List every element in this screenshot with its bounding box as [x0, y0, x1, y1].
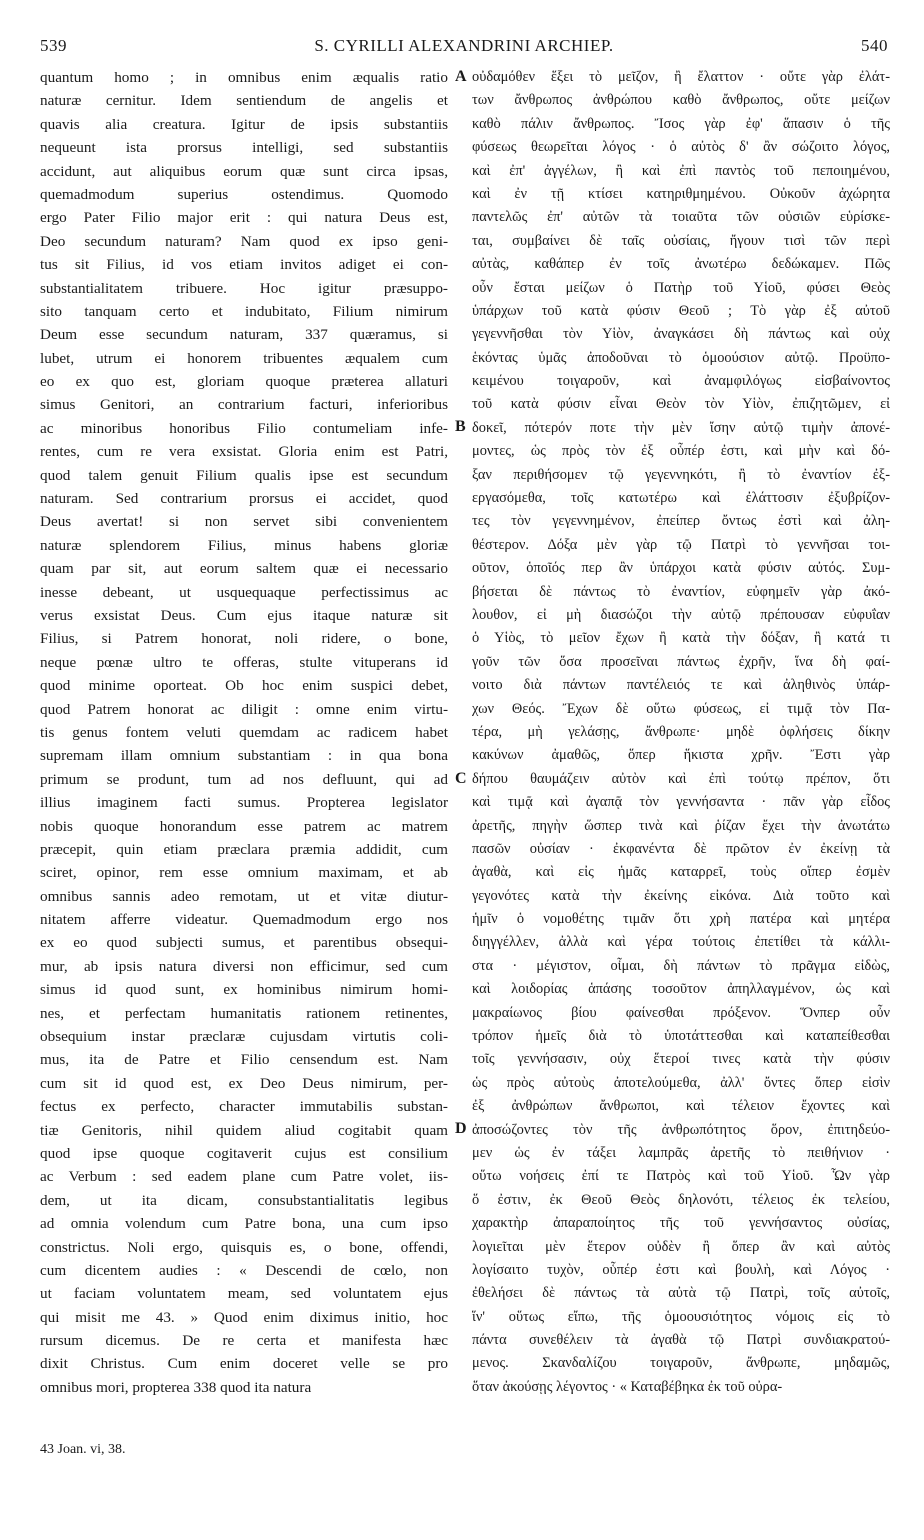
latin-text-line: rursum dicemus. De re certa et manifesta hæc	[40, 1332, 448, 1350]
latin-text-line: fectus ex perfecto, character immutabilis substan-	[40, 1098, 448, 1116]
greek-text-line: μοντες, ὡς πρὸς τὸν ἐξ οὗπέρ ἐστι, καὶ μὴν καὶ δό-	[472, 443, 890, 460]
greek-text-line: μακραίωνος βίου φαίνεσθαι πρόξενον. Ὅνπερ οὖν	[472, 1004, 890, 1021]
latin-text-line: verus exsistat Deus. Cum ejus itaque naturæ sit	[40, 606, 448, 624]
latin-text-line: dixit Christus. Cum enim doceret velle se pro	[40, 1355, 448, 1373]
latin-text-line: quantum homo ; in omnibus enim æqualis ratio	[40, 69, 448, 86]
latin-text-line: Filius, si Patrem honorat, noli ridere, o bone,	[40, 630, 448, 648]
latin-text-line: quod talem genuit Filium qualis ipse est secundum	[40, 466, 448, 484]
greek-text-line: καὶ ἐν τῇ κτίσει κατηριθμημένου. Οὐκοῦν ἀχώρητα	[472, 185, 890, 202]
greek-text-line: νοιτο διὰ πάντων παντέλειός τε καὶ ἀληθινὸς ὑπάρ-	[472, 677, 890, 694]
latin-text-line: obsequium instar præclaræ cujusdam virtutis coli-	[40, 1028, 448, 1046]
greek-text-line: χαρακτὴρ ἀπαραποίητος τῆς τοῦ γεννήσαντος οὐσίας,	[472, 1215, 890, 1232]
greek-text-line: γεγεννῆσθαι τὸν Υἱὸν, ἀναγκάσει δὴ πάντως καὶ οὐχ	[472, 326, 890, 343]
footnote: 43 Joan. vi, 38.	[40, 1442, 126, 1457]
latin-text-line: lubet, utrum ei honorem tribuentes æqualem cum	[40, 349, 448, 367]
latin-text-line: illius imaginem facti sumus. Propterea legislator	[40, 794, 448, 812]
greek-text-line: οὕτω νοήσεις ἐπί τε Πατρὸς καὶ τοῦ Υἱοῦ. Ὧν γὰρ	[472, 1168, 890, 1185]
latin-text-line: cum sit id quod est, ex Deo Deus nimirum, per-	[40, 1074, 448, 1092]
greek-text-line: βήσεται δὲ πάντως τὸ ἐναντίον, εὐφημεῖν γὰρ ἀκό-	[472, 583, 890, 600]
latin-text-line: omnibus mori, propterea 338 quod ita natura	[40, 1378, 312, 1396]
greek-text-line: διηγγέλλεν, ἀλλὰ καὶ γέρα τούτοις ἐπετίθει τὰ κάλλι-	[472, 934, 890, 951]
latin-text-line: substantialitatem tribuere. Hoc igitur præsuppo-	[40, 279, 448, 297]
latin-text-line: Deum esse secundum naturam, 337 quæramus, si	[40, 326, 448, 344]
latin-text-line: ad omnia volendum cum Patre bona, una cum ipso	[40, 1215, 448, 1233]
greek-text-line: ἵν' οὕτως εἴπω, τῆς ὁμοουσιότητος νόμοις εἰς τὸ	[472, 1308, 890, 1325]
latin-text-line: tus sit Filius, id vos etiam invitos adiget ei con-	[40, 256, 448, 274]
latin-text-line: mur, ab ipsis natura diversi non efficimur, sed cum	[40, 957, 448, 975]
page-number-left: 539	[40, 36, 67, 55]
latin-text-line: primum se produnt, tum ad nos defluunt, qui ad	[40, 770, 448, 788]
latin-text-line: tis genus fontem veluti quemdam ac radicem habet	[40, 723, 448, 741]
latin-text-line: quam par sit, aut eorum saltem quæ ei necessario	[40, 560, 448, 578]
greek-text-line: χων Θεός. Ἔχων δὲ οὕτω φύσεως, εἰ τιμᾷ τὸν Πα-	[472, 700, 890, 717]
greek-text-line: ὑπάρχων τοῦ κατὰ φύσιν Θεοῦ ; Τὸ γὰρ ἐξ αὐτοῦ	[472, 302, 890, 319]
latin-text-line: naturæ cernitur. Idem sentiendum de angelis et	[40, 92, 448, 110]
latin-text-line: nobis quoque honorandum esse patrem ac matrem	[40, 817, 448, 835]
greek-text-line: καὶ λοιδορίας ἁπάσης τοσοῦτον ἀπηλλαγμένον, ὡς καὶ	[472, 981, 890, 998]
greek-text-line: ὁ Υἱὸς, τὸ μεῖον ἔχων ἢ κατὰ τὴν δόξαν, ἢ κατά τι	[472, 630, 890, 647]
latin-text-line: supremam illam omnium substantiam : in qua bona	[40, 747, 448, 765]
greek-text-line: δήπου θαυμάζειν αὐτὸν καὶ ἐπὶ τούτῳ πρέπον, ὅτι	[472, 770, 890, 787]
latin-text-line: quod ipse quoque cogitaverit cujus est consilium	[40, 1144, 448, 1162]
latin-text-line: cum dicentem audies : « Descendi de cœlo, non	[40, 1261, 448, 1279]
greek-text-line: καὶ ἐπ' ἀγγέλων, ἢ καὶ ἐπὶ παντὸς τοῦ πεποιημένου,	[472, 162, 890, 179]
greek-text-line: ξαν περιθήσομεν τῷ γεγεννηκότι, ἢ τὸ ἐναντίον ἐξ-	[472, 466, 890, 483]
greek-text-line: πασῶν οὐσίαν · ἐκφανέντα δὲ πρῶτον ἐν ἐκείνῃ τὰ	[472, 840, 890, 857]
latin-text-line: simus id quod sunt, ex hominibus nimirum homi-	[40, 981, 448, 999]
latin-text-line: constrictus. Noli ergo, quisquis es, o bone, offendi,	[40, 1238, 448, 1256]
latin-text-line: quemadmodum superius ostendimus. Quomodo	[40, 185, 448, 203]
greek-text-line: λογιεῖται μὲν ἕτερον οὐδὲν ἢ ὅπερ ἂν καὶ αὐτὸς	[472, 1238, 890, 1255]
latin-text-line: Deus avertat! si non servet sibi convenientem	[40, 513, 448, 531]
greek-text-line: λογίσαιτο τυχὸν, οὗπέρ ἐστι καὶ βουλὴ, καὶ Λόγος ·	[472, 1261, 890, 1278]
latin-text-line: ut faciam voluntatem meam, sed voluntatem ejus	[40, 1285, 448, 1303]
latin-text-line: qui misit me 43. » Quod enim diximus initio, hoc	[40, 1308, 448, 1326]
latin-text-line: mus, ita de Patre et Filio censendum est. Nam	[40, 1051, 448, 1069]
latin-text-line: ac Verbum : sed eadem plane cum Patre volet, iis-	[40, 1168, 448, 1186]
latin-column	[40, 66, 448, 1426]
margin-letter-b: B	[455, 418, 466, 435]
latin-text-line: inesse debeant, ut usquequaque perfectissimus ac	[40, 583, 448, 601]
latin-text-line: sciret, opinor, rem esse omnium maximam, et ab	[40, 864, 448, 882]
latin-text-line: ergo Pater Filio major erit : qui natura Deus est,	[40, 209, 448, 227]
greek-text-line: παντελῶς ἐπ' αὐτῶν τὰ τοιαῦτα τῶν οὐσιῶν εὑρίσκε-	[472, 209, 890, 226]
greek-text-line: λουθον, εἰ μὴ διασώζοι τὴν αὐτῷ πρέπουσαν εὐφυΐαν	[472, 606, 890, 623]
latin-text-line: quavis alia creatura. Igitur de ipsis substantiis	[40, 115, 448, 133]
latin-text-line: ac minoribus honoribus Filio contumeliam infe-	[40, 419, 448, 437]
latin-text-line: eo ex quo est, gloriam quoque præterea allaturi	[40, 373, 448, 391]
latin-text-line: sito tanquam certo et indubitato, Filium nimirum	[40, 302, 448, 320]
greek-text-line: οῦτον, ὁποῖός περ ἂν ὑπάρχοι κατὰ φύσιν αὐτός. Συμ-	[472, 560, 890, 577]
greek-text-line: ὡς πρὸς αὐτοὺς ἀποτελούμεθα, ἀλλ' ὄντες ὅπερ εἰσὶν	[472, 1074, 890, 1091]
greek-text-line: κειμένου τοιγαροῦν, καὶ ἀναμφιλόγως εἰσβαίνοντος	[472, 373, 890, 390]
greek-text-line: αὐτὰς, καθάπερ ἐν τοῖς ἀνωτέρω δεδώκαμεν. Πῶς	[472, 256, 890, 273]
greek-text-line: μενος. Σκανδαλίζου τοιγαροῦν, ἄνθρωπε, μηδαμῶς,	[472, 1355, 890, 1372]
latin-text-line: quod minime oporteat. Ob hoc enim suspici debet,	[40, 677, 448, 695]
latin-text-line: Deo secundum naturam? Nam quod ex ipso geni-	[40, 232, 448, 250]
greek-text-line: κακύνων ἀμαθῶς, ὅπερ ἥκιστα χρῆν. Ἔστι γὰρ	[472, 747, 890, 764]
greek-text-line: ἡμῖν ὁ νομοθέτης τιμᾶν ὅτι χρὴ πατέρα καὶ μητέρα	[472, 911, 890, 928]
greek-text-line: τέρα, μὴ γελάσῃς, ἄνθρωπε· μηδὲ ὀφλήσεις δίκην	[472, 723, 890, 740]
latin-text-line: præcepit, quin etiam præclara præmia addidit, cum	[40, 840, 448, 858]
greek-text-line: φύσεως θεωρεῖται λόγος · ὁ αὐτὸς δ' ἂν σώζοιτο λόγος,	[472, 139, 890, 156]
greek-text-line: οὐδαμόθεν ἕξει τὸ μεῖζον, ἢ ἔλαττον · οὔτε γὰρ ἐλάτ-	[472, 69, 890, 85]
greek-text-line: στα · μέγιστον, οἶμαι, δὴ πάντων τὸ πρᾶγμα εἰδὼς,	[472, 957, 890, 974]
greek-text-line: ἀποσώζοντες τὸν τῆς ἀνθρωπότητος ὅρον, ἐπιτηδεύο-	[472, 1121, 890, 1138]
greek-text-line: ἐξ ἀνθρώπων ἄνθρωποι, καὶ τέλειον ἔχοντες καὶ	[472, 1098, 890, 1115]
greek-text-line: εργασόμεθα, τοῖς κατωτέρω καὶ ἐλάττοσιν ἐξυβρίζον-	[472, 490, 890, 507]
margin-letter-d: D	[455, 1120, 467, 1137]
greek-text-line: γεγονότες κατὰ τὴν ἐκείνης εἰκόνα. Διὰ τοῦτο καὶ	[472, 887, 890, 904]
greek-text-line: οὖν ἔσται μείζων ὁ Πατὴρ τοῦ Υἱοῦ, φύσει Θεὸς	[472, 279, 890, 296]
latin-text-line: omnibus sannis adeo remotam, ut et vitæ diutur-	[40, 887, 448, 905]
greek-text-line: ται, συμβαίνει δὲ ταῖς οὐσίαις, ἤγουν τισὶ τῶν περὶ	[472, 232, 890, 249]
running-header	[40, 36, 888, 58]
latin-text-line: ex eo quod subjecti sumus, et parentibus obsequi-	[40, 934, 448, 952]
latin-text-line: rentes, cum re vera exsistat. Gloria enim est Patri,	[40, 443, 448, 461]
latin-text-line: simus Genitori, an contrarium facturi, inferioribus	[40, 396, 448, 414]
greek-text-line: τοῖς γεννήσασιν, οὐχ ἕτεροί τινες κατὰ τὴν φύσιν	[472, 1051, 890, 1068]
greek-text-line: τες τὸν γεγεννημένον, ἐπείπερ ὄντως ἐστὶ καὶ ἀλη-	[472, 513, 890, 530]
greek-text-line: πάντα συνεθέλειν τὰ ἀγαθὰ τῷ Πατρὶ συνδιακρατού-	[472, 1332, 890, 1349]
page-number-right: 540	[861, 36, 888, 55]
latin-text-line: naturæ splendorem Filius, minus habens gloriæ	[40, 536, 448, 554]
greek-text-line: τοῦ κατὰ φύσιν εἶναι Θεὸν τὸν Υἱὸν, ἐπιζητῶμεν, εἰ	[472, 396, 890, 413]
greek-text-line: καθὸ πάλιν ἄνθρωπος. Ἴσος γὰρ ἐφ' ἅπασιν ὁ τῆς	[472, 115, 890, 132]
greek-text-line: θέστερον. Δόξα μὲν γὰρ τῷ Πατρὶ τὸ γεννῆσαι τοι-	[472, 536, 890, 553]
latin-text-line: neque pœnæ ultro te offeras, stulte vituperans id	[40, 653, 448, 671]
greek-text-line: ἀγαθὰ, καὶ εἰς ἡμᾶς καταρρεῖ, τοὺς οἵπερ ἐσμὲν	[472, 864, 890, 881]
latin-text-line: nitatem afferre videatur. Quemadmodum ergo nos	[40, 911, 448, 929]
latin-text-line: accidunt, aut aliquibus eorum quæ sunt circa ipsas,	[40, 162, 448, 180]
greek-text-line: ἑκόντας ὑμᾶς ἀποδοῦναι τὸ ὁμοούσιον αὐτῷ. Προϋπο-	[472, 349, 890, 366]
greek-text-line: ὅ ἐστιν, ἐκ Θεοῦ Θεὸς δηλονότι, τέλειος ἐκ τελείου,	[472, 1191, 890, 1208]
greek-text-line: ἀρετῆς, πηγὴν ὥσπερ τινὰ καὶ ῥίζαν ἔχει τὴν ἀνωτάτω	[472, 817, 890, 834]
latin-text-line: quod Patrem honorat ac diligit : omne enim virtu-	[40, 700, 448, 718]
greek-text-line: ὅταν ἀκούσῃς λέγοντος · « Καταβέβηκα ἐκ τοῦ οὐρα-	[472, 1378, 783, 1395]
greek-text-line: των ἄνθρωπος ἀνθρώπου καθὸ ἄνθρωπος, οὔτε μείζων	[472, 92, 890, 109]
greek-text-line: μεν ὡς ἐν τάξει λαμπρᾶς ἀρετῆς τὸ πειθήνιον ·	[472, 1144, 890, 1161]
greek-text-line: ἐθελήσει δὲ πάντως τὰ αὐτὰ τῷ Πατρὶ, τοῖς αὐτοῖς,	[472, 1285, 890, 1302]
greek-text-line: γοῦν τῶν ὅσα προσεῖναι πάντως ἐχρῆν, ἵνα δὴ φαί-	[472, 653, 890, 670]
greek-column	[472, 66, 890, 1426]
latin-text-line: dem, ut ita dicam, consubstantialitatis legibus	[40, 1191, 448, 1209]
latin-text-line: nes, et perfectam humanitatis rationem retinentes,	[40, 1004, 448, 1022]
running-title: S. CYRILLI ALEXANDRINI ARCHIEP.	[314, 36, 614, 55]
latin-text-line: naturam. Sed contrarium prorsus ei accidet, quod	[40, 490, 448, 508]
margin-letter-a: A	[455, 68, 467, 85]
latin-text-line: tiæ Genitoris, nihil quidem aliud cogitabit quam	[40, 1121, 448, 1139]
margin-letter-c: C	[455, 770, 467, 787]
greek-text-line: τρόπον ἡμεῖς διὰ τὸ ὑποτάττεσθαι καὶ καταπείθεσθαι	[472, 1028, 890, 1045]
latin-text-line: nequeunt ista prorsus intelligi, sed substantiis	[40, 139, 448, 157]
greek-text-line: δοκεῖ, πότερόν ποτε τὴν μὲν ἴσην αὐτῷ τιμὴν ἀπονέ-	[472, 419, 890, 436]
greek-text-line: καὶ τιμᾷ καὶ ἀγαπᾷ τὸν γεννήσαντα · πᾶν γὰρ εἶδος	[472, 794, 890, 811]
